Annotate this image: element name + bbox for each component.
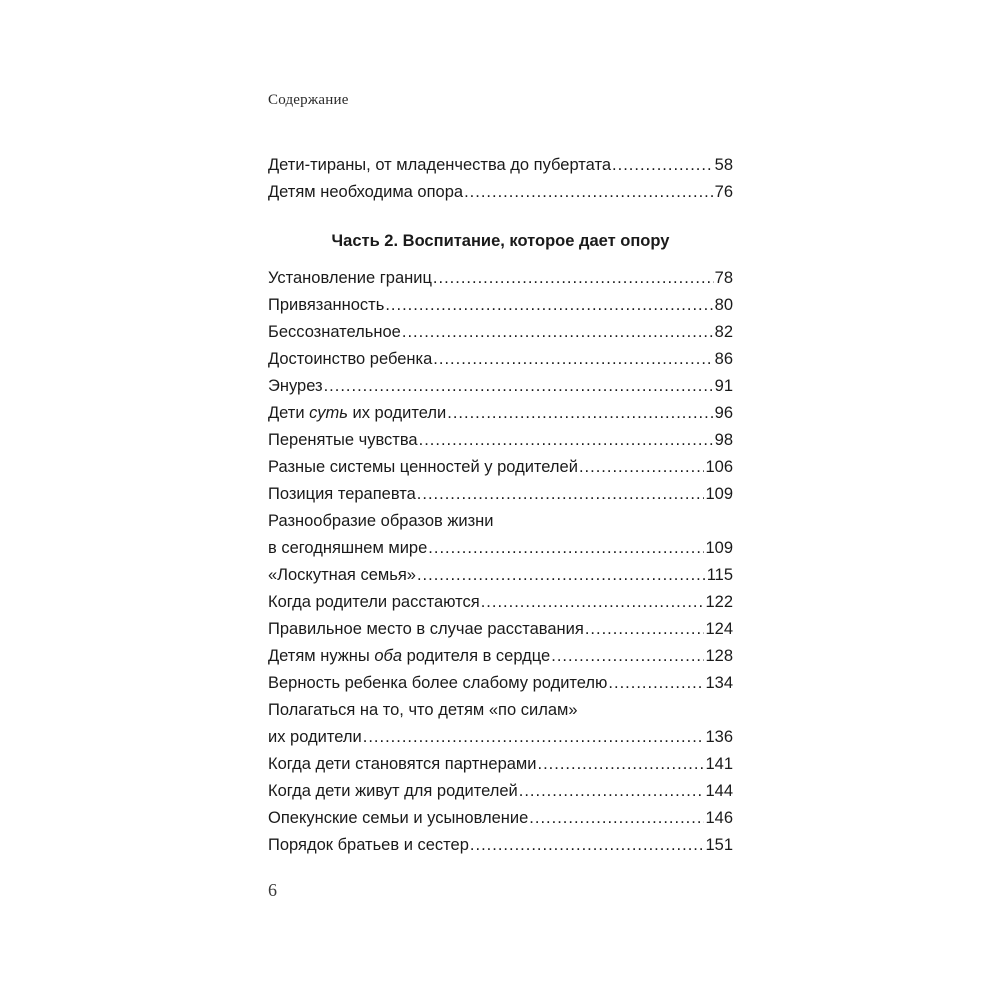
toc-entry-title-part: родителя в сердце [402, 647, 551, 665]
toc-entry-page: 78 [714, 269, 733, 287]
toc-entry [268, 778, 733, 805]
toc-entry [268, 373, 733, 400]
dot-leader [608, 670, 704, 697]
toc-entry-title: Опекунские семьи и усыновление [268, 809, 529, 827]
toc-entry [268, 346, 733, 373]
toc-entry-title: Когда дети становятся партнерами [268, 755, 537, 773]
toc-entry-title-part: Дети [268, 404, 310, 422]
toc-entry [268, 400, 733, 427]
section-heading: Часть 2. Воспитание, которое дает опору [331, 232, 670, 250]
toc-entry-title-part: Детям нужны [268, 647, 375, 665]
toc-entry-title-part: их родители [347, 404, 447, 422]
toc-entry-page: 80 [714, 296, 733, 314]
toc-entry-title: Достоинство ребенка [268, 350, 433, 368]
dot-leader [417, 481, 705, 508]
toc-entry-title: Детям необходима опора [268, 183, 464, 201]
toc-entry-title: Когда родители расстаются [268, 593, 480, 611]
toc-entry [268, 589, 733, 616]
toc-entry-page: 109 [705, 539, 733, 557]
toc-entry-page: 128 [705, 647, 733, 665]
toc-entry-title: Энурез [268, 377, 323, 395]
toc-entry [268, 643, 733, 670]
dot-leader [433, 346, 713, 373]
dot-leader [470, 832, 705, 859]
toc-entry [268, 670, 733, 697]
toc-entry-page: 136 [705, 728, 733, 746]
toc-entry-line2 [268, 535, 733, 562]
toc-entry-page: 115 [706, 566, 733, 584]
dot-leader [529, 805, 704, 832]
toc-entry [268, 427, 733, 454]
toc-entry-title-emphasis: оба [374, 647, 403, 665]
dot-leader [417, 562, 706, 589]
toc-entry-title: Перенятые чувства [268, 431, 418, 449]
toc-entry [268, 265, 733, 292]
toc-entry-title [268, 400, 446, 427]
toc-entry-page: 82 [714, 323, 733, 341]
toc-entry [268, 805, 733, 832]
toc-entry [268, 616, 733, 643]
toc-entry [268, 292, 733, 319]
toc-entry-title: Разные системы ценностей у родителей [268, 458, 578, 476]
toc-entry-page: 124 [705, 620, 733, 638]
toc-entry-page: 86 [714, 350, 733, 368]
dot-leader [324, 373, 714, 400]
toc-entry [268, 481, 733, 508]
running-header: Содержание [268, 92, 349, 108]
toc-entry-page: 106 [705, 458, 733, 476]
dot-leader [419, 427, 714, 454]
toc-entry-title: «Лоскутная семья» [268, 566, 416, 584]
toc-entry-title: Привязанность [268, 296, 385, 314]
toc-entry [268, 454, 733, 481]
toc-entry-title: Бессознательное [268, 323, 401, 341]
toc-entry-page: 151 [705, 836, 733, 854]
toc-entry [268, 751, 733, 778]
toc-entry-page: 91 [714, 377, 733, 395]
toc-top-block [268, 152, 733, 206]
toc-entry-multiline [268, 508, 733, 562]
toc-entry-page: 76 [714, 183, 733, 201]
toc-entry-page: 141 [705, 755, 733, 773]
toc-entry-line2 [268, 724, 733, 751]
dot-leader [538, 751, 705, 778]
toc-entry-title: Верность ребенка более слабому родителю [268, 674, 608, 692]
dot-leader [433, 265, 714, 292]
toc-main-block [268, 265, 733, 859]
dot-leader [385, 292, 713, 319]
toc-entry-title-emphasis: суть [309, 404, 348, 422]
toc-entry-page: 96 [714, 404, 733, 422]
dot-leader [447, 400, 713, 427]
toc-entry-page: 144 [705, 782, 733, 800]
dot-leader [519, 778, 705, 805]
toc-entry-page: 146 [705, 809, 733, 827]
toc-entry-page: 134 [705, 674, 733, 692]
dot-leader [551, 643, 704, 670]
dot-leader [585, 616, 705, 643]
toc-entry-title-line2: их родители [268, 728, 362, 746]
toc-entry-title-line1: Полагаться на то, что детям «по силам» [268, 701, 578, 719]
toc-entry-title-line2: в сегодняшнем мире [268, 539, 428, 557]
toc-entry [268, 152, 733, 179]
toc-entry-title: Когда дети живут для родителей [268, 782, 518, 800]
dot-leader [402, 319, 714, 346]
toc-entry [268, 832, 733, 859]
toc-entry-title: Дети-тираны, от младенчества до пубертата [268, 156, 612, 174]
toc-entry [268, 179, 733, 206]
toc-entry-page: 122 [705, 593, 733, 611]
dot-leader [428, 535, 704, 562]
toc-entry-title: Позиция терапевта [268, 485, 416, 503]
toc-entry-multiline [268, 697, 733, 751]
dot-leader [363, 724, 705, 751]
dot-leader [464, 179, 714, 206]
toc-entry-title: Правильное место в случае расставания [268, 620, 584, 638]
toc-entry-title-line1: Разнообразие образов жизни [268, 512, 494, 530]
page-number: 6 [268, 880, 277, 900]
toc-entry-title: Порядок братьев и сестер [268, 836, 469, 854]
dot-leader [612, 152, 714, 179]
toc-entry-title [268, 643, 550, 670]
toc-entry-title: Установление границ [268, 269, 432, 287]
toc-entry-page: 109 [705, 485, 733, 503]
dot-leader [481, 589, 705, 616]
toc-entry-page: 98 [714, 431, 733, 449]
toc-entry [268, 319, 733, 346]
toc-entry [268, 562, 733, 589]
toc-entry-page: 58 [714, 156, 733, 174]
dot-leader [579, 454, 705, 481]
